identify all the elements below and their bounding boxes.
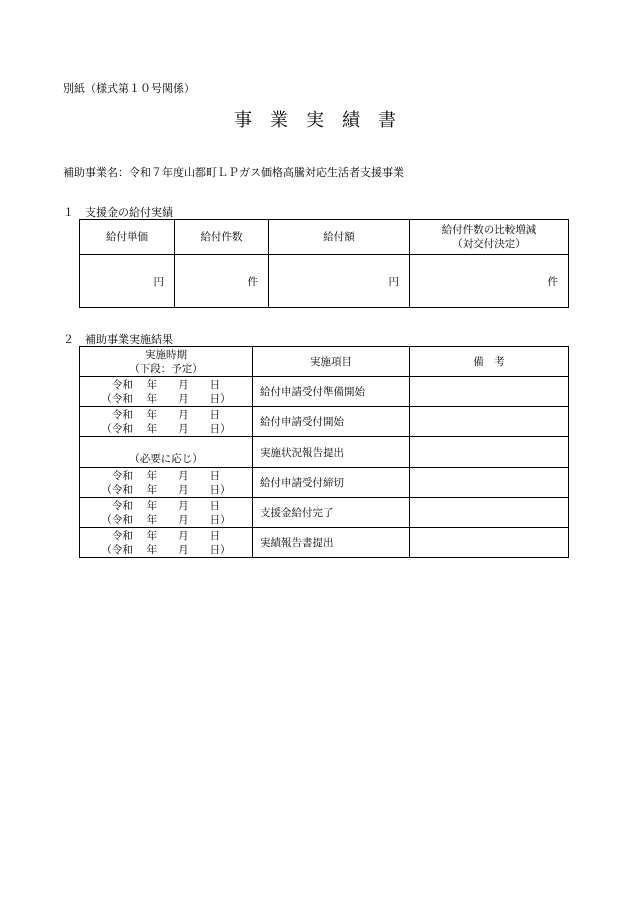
table-row bbox=[80, 377, 569, 407]
date-planned: （令和 年 月 日） bbox=[101, 513, 231, 526]
form-label: 別紙（様式第１０号関係） bbox=[63, 82, 195, 95]
item-cell: 実績報告書提出 bbox=[253, 528, 410, 558]
date-cell[interactable] bbox=[80, 468, 253, 498]
item-cell: 実施状況報告提出 bbox=[253, 437, 410, 468]
remarks-cell[interactable] bbox=[410, 377, 569, 407]
item-cell: 給付申請受付準備開始 bbox=[253, 377, 410, 407]
header-count: 給付件数 bbox=[175, 220, 269, 255]
date-actual: 令和 年 月 日 bbox=[111, 378, 221, 391]
table-row bbox=[80, 407, 569, 437]
date-planned: （令和 年 月 日） bbox=[101, 543, 231, 556]
remarks-cell[interactable] bbox=[410, 437, 569, 468]
remarks-cell[interactable] bbox=[410, 407, 569, 437]
project-name: 補助事業名：令和７年度山都町ＬＰガス価格高騰対応生活者支援事業 bbox=[63, 166, 404, 179]
date-planned: （令和 年 月 日） bbox=[101, 483, 231, 496]
amount-cell[interactable]: 円 bbox=[269, 255, 410, 308]
header-unit-price: 給付単価 bbox=[80, 220, 175, 255]
header-comparison-line2: （対交付決定） bbox=[452, 238, 526, 250]
benefit-results-table bbox=[79, 219, 569, 308]
date-actual: 令和 年 月 日 bbox=[111, 469, 221, 482]
date-planned: （令和 年 月 日） bbox=[101, 392, 231, 405]
date-cell[interactable] bbox=[80, 437, 253, 468]
date-cell[interactable] bbox=[80, 407, 253, 437]
count-cell[interactable]: 件 bbox=[175, 255, 269, 308]
comparison-cell[interactable]: 件 bbox=[410, 255, 569, 308]
section1-heading: １ 支援金の給付実績 bbox=[63, 206, 173, 219]
header-period-label: 実施時期 bbox=[145, 348, 187, 361]
date-cell[interactable] bbox=[80, 498, 253, 528]
header-remarks: 備 考 bbox=[410, 347, 569, 377]
table-row bbox=[80, 528, 569, 558]
item-cell: 支援金給付完了 bbox=[253, 498, 410, 528]
header-item: 実施項目 bbox=[253, 347, 410, 377]
unit-price-cell[interactable]: 円 bbox=[80, 255, 175, 308]
date-actual: 令和 年 月 日 bbox=[111, 408, 221, 421]
implementation-results-table bbox=[79, 346, 569, 558]
document-title: 事 業 実 績 書 bbox=[234, 110, 396, 131]
as-needed-note: （必要に応じ） bbox=[129, 453, 203, 465]
header-period bbox=[80, 347, 253, 377]
header-amount: 給付額 bbox=[269, 220, 410, 255]
date-cell[interactable] bbox=[80, 528, 253, 558]
item-cell: 給付申請受付締切 bbox=[253, 468, 410, 498]
section2-heading: ２ 補助事業実施結果 bbox=[63, 333, 173, 346]
date-actual: 令和 年 月 日 bbox=[111, 499, 221, 512]
remarks-cell[interactable] bbox=[410, 498, 569, 528]
remarks-cell[interactable] bbox=[410, 468, 569, 498]
header-comparison bbox=[410, 220, 569, 255]
table-row bbox=[80, 437, 569, 468]
remarks-cell[interactable] bbox=[410, 528, 569, 558]
header-period-sub: （下段：予定） bbox=[129, 362, 203, 375]
item-cell: 給付申請受付開始 bbox=[253, 407, 410, 437]
date-planned: （令和 年 月 日） bbox=[101, 422, 231, 435]
date-cell[interactable] bbox=[80, 377, 253, 407]
header-comparison-line1: 給付件数の比較増減 bbox=[441, 224, 537, 236]
table-row bbox=[80, 498, 569, 528]
date-actual: 令和 年 月 日 bbox=[111, 529, 221, 542]
table-row bbox=[80, 468, 569, 498]
